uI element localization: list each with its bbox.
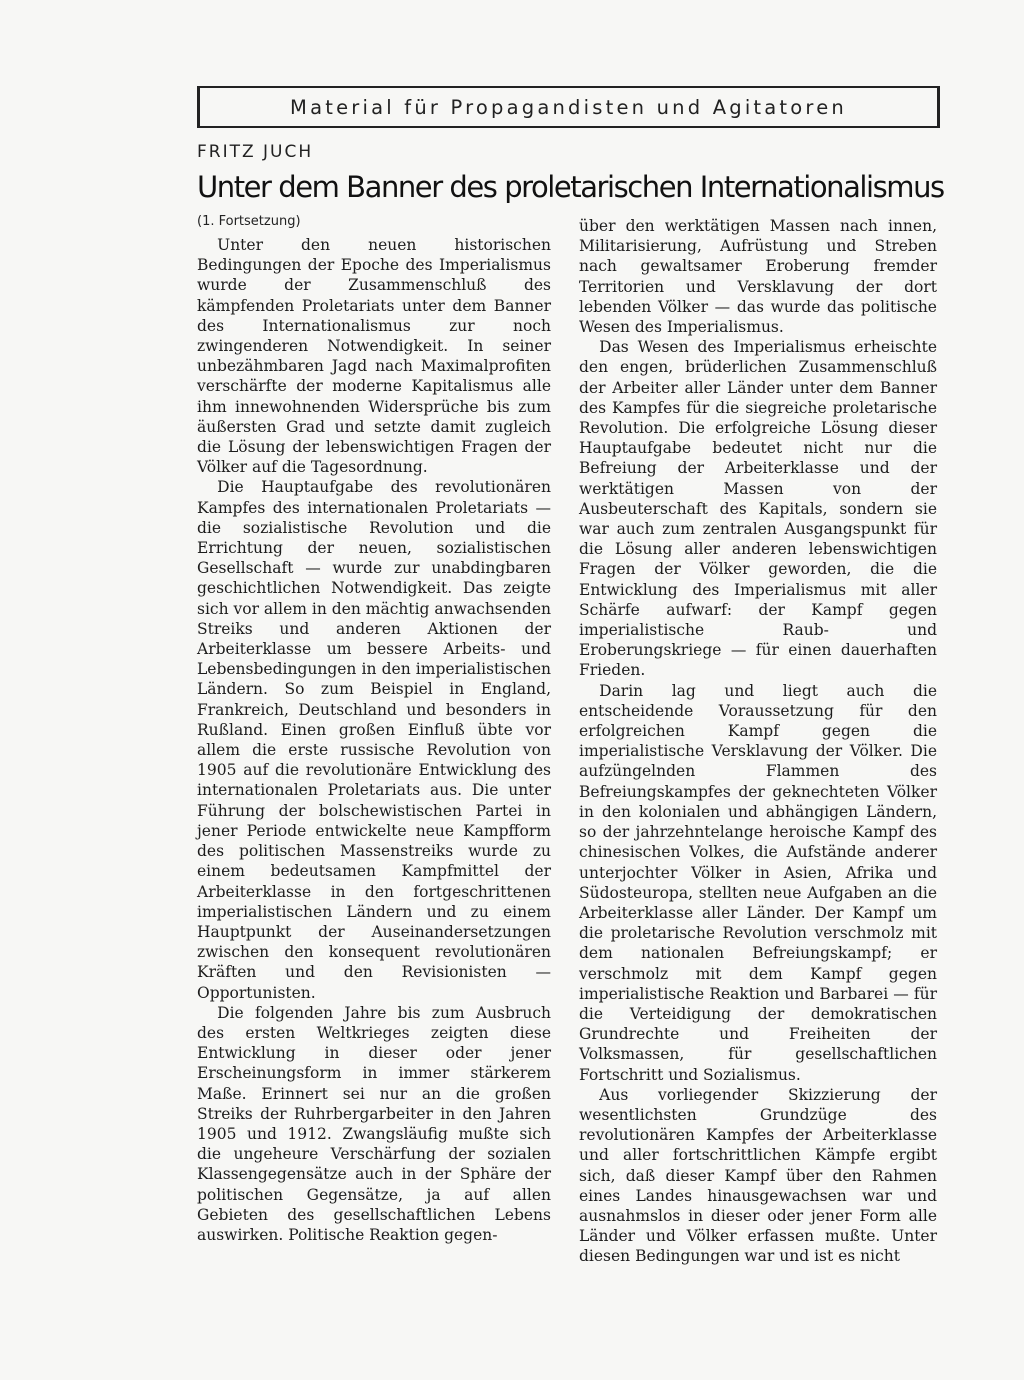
paragraph: über den werktätigen Massen nach innen, Militarisierung, Aufrüstung und Streben nach gewaltsamer Eroberung fremder Territorien und Versklavung der dort lebenden Völker — das wurde das politische Wesen des Imperialismus.	[579, 217, 937, 337]
paragraph: Das Wesen des Imperialismus erheischte den engen, brüderlichen Zusammenschluß der Arbeiter aller Länder unter dem Banner des Kampfes für die siegreiche proletarische Revolution. Die erfolgreiche Lösung dieser Hauptaufgabe bedeutet nicht nur die Befreiung der Arbeiterklasse und der werktätigen Massen von der Ausbeuterschaft des Kapitals, sondern sie war auch zum zentralen Ausgangspunkt für die Lösung aller anderen lebenswichtigen Fragen der Völker geworden, die die Entwicklung des Imperialismus mit aller Schärfe aufwarf: der Kampf gegen imperialistische Raub- und Eroberungskriege — für einen dauerhaften Frieden.	[579, 338, 937, 680]
paragraph: Aus vorliegender Skizzierung der wesentlichsten Grundzüge des revolutionären Kampfes der Arbeiterklasse und aller fortschrittlichen Kämpfe ergibt sich, daß dieser Kampf über den Rahmen eines Landes hinausgewachsen war und ausnahmslos in dieser oder jener Form alle Länder und Völker erfassen mußte. Unter diesen Bedingungen war und ist es nicht	[579, 1085, 937, 1266]
paragraph: Die Hauptaufgabe des revolutionären Kampfes des internationalen Proletariats — die sozialistische Revolution und die Errichtung der neuen, sozialistischen Gesellschaft — wurde zur unabdingbaren geschichtlichen Notwendigkeit. Das zeigte sich vor allem in den mächtig anwachsenden Streiks und anderen Aktionen der Arbeiterklasse um bessere Arbeits- und Lebensbedingungen in den imperialistischen Ländern. So zum Beispiel in England, Frankreich, Deutschland und besonders in Rußland. Einen großen Einfluß übte vor allem die erste russische Revolution von 1905 auf die revolutionäre Entwicklung des internationalen Proletariats aus. Die unter Führung der bolschewistischen Partei in jener Periode entwickelte neue Kampfform des politischen Massenstreiks wurde zu einem bedeutsamen Kampfmittel der Arbeiterklasse in den fortgeschrittenen imperialistischen Ländern und zu einem Hauptpunkt der Auseinandersetzungen zwischen den konsequent revolutionären Kräften und den Revisionisten — Opportunisten.	[197, 478, 551, 1002]
paragraph: Unter den neuen historischen Bedingungen der Epoche des Imperialismus wurde der Zusammenschluß des kämpfenden Proletariats unter dem Banner des Internationalismus zur noch zwingenderen Notwendigkeit. In seiner unbezähmbaren Jagd nach Maximalprofiten verschärfte der moderne Kapitalismus alle ihm innewohnenden Widersprüche bis zum äußersten Grad und setzte damit zugleich die Lösung der lebenswichtigen Fragen der Völker auf die Tagesordnung.	[197, 236, 551, 477]
paragraph: Darin lag und liegt auch die entscheidende Voraussetzung für den erfolgreichen Kampf gegen die imperialistische Versklavung der Völker. Die aufzüngelnden Flammen des Befreiungskampfes der geknechteten Völker in den kolonialen und abhängigen Ländern, so der jahrzehntelange heroische Kampf des chinesischen Volkes, die Aufstände anderer unterjochter Völker in Asien, Afrika und Südosteuropa, stellten neue Aufgaben an die Arbeiterklasse aller Länder. Der Kampf um die proletarische Revolution verschmolz mit dem nationalen Befreiungskampf; er verschmolz mit dem Kampf gegen imperialistische Reaktion und Barbarei — für die Verteidigung der demokratischen Grundrechte und Freiheiten der Volksmassen, für gesellschaftlichen Fortschritt und Sozialismus.	[579, 681, 937, 1084]
paragraph: Die folgenden Jahre bis zum Ausbruch des ersten Weltkrieges zeigten diese Entwicklung in dieser oder jener Erscheinungsform in immer stärkerem Maße. Erinnert sei nur an die großen Streiks der Ruhrbergarbeiter in den Jahren 1905 und 1912. Zwangsläufig mußte sich die ungeheure Verschärfung der sozialen Klassengegensätze auch in der Sphäre der politischen Gegensätze, ja auf allen Gebieten des gesellschaftlichen Lebens auswirken. Politische Reaktion gegen-	[197, 1003, 551, 1244]
text-column-left	[197, 235, 551, 1245]
article-subtitle: (1. Fortsetzung)	[197, 214, 301, 229]
author-name: FRITZ JUCH	[197, 142, 314, 162]
series-label: Material für Propagandisten und Agitatoren	[290, 95, 847, 119]
article-title: Unter dem Banner des proletarischen Internationalismus	[197, 170, 944, 204]
series-header-box	[197, 86, 940, 128]
text-column-right	[579, 216, 937, 1267]
